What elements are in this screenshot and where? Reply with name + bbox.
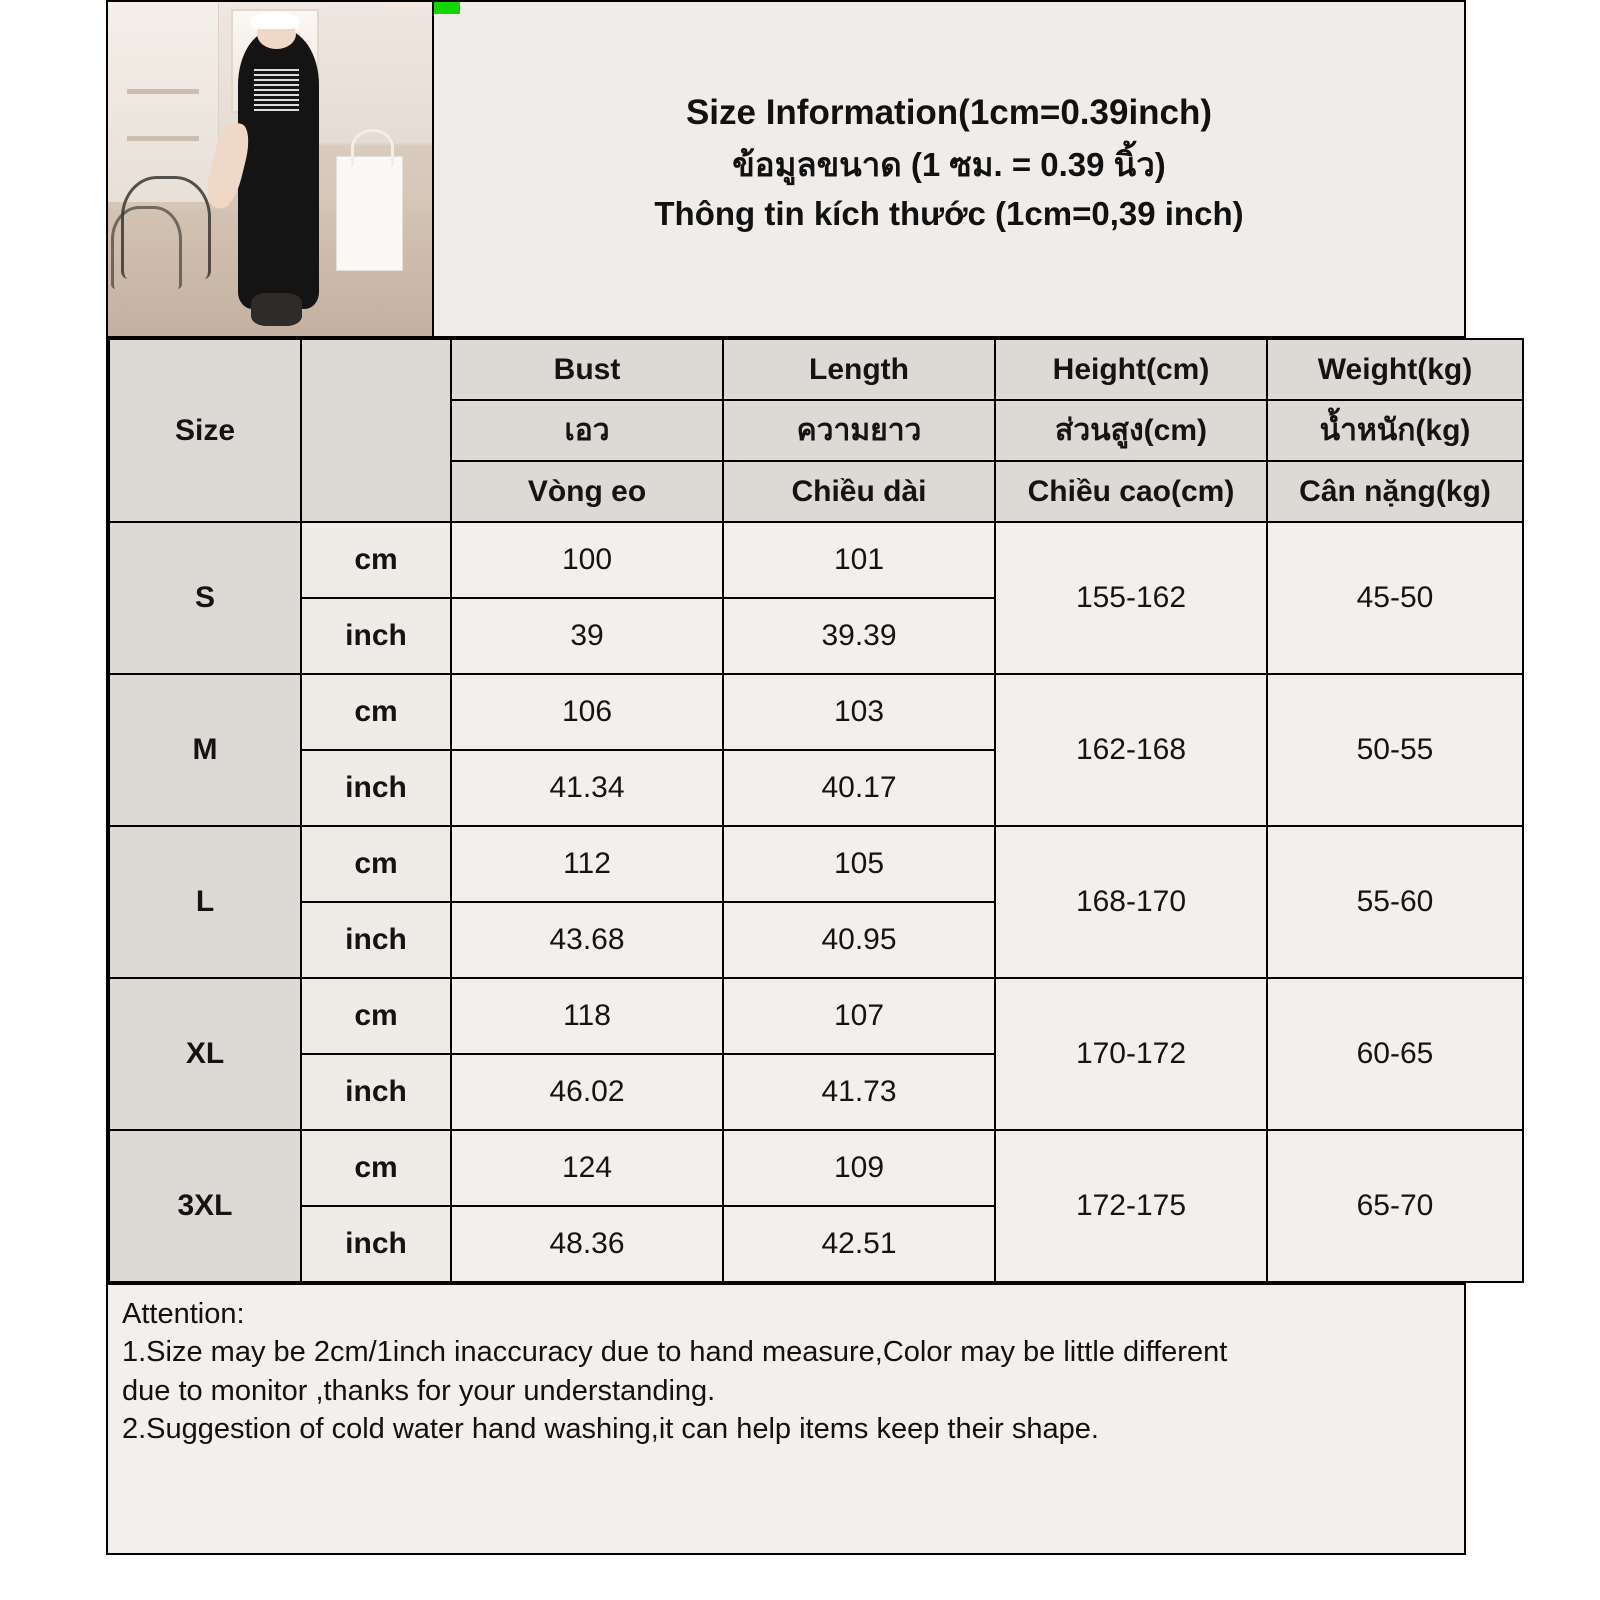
length-cm-l: 105	[723, 826, 995, 902]
col-bust-en: Bust	[451, 339, 723, 400]
unit-cm: cm	[301, 1130, 451, 1206]
col-height-th: ส่วนสูง(cm)	[995, 400, 1267, 461]
size-chart-frame	[106, 0, 1491, 1555]
length-cm-xl: 107	[723, 978, 995, 1054]
size-label-3xl: 3XL	[109, 1130, 301, 1282]
size-label-s: S	[109, 522, 301, 674]
weight-s: 45-50	[1267, 522, 1523, 674]
bust-cm-m: 106	[451, 674, 723, 750]
height-s: 155-162	[995, 522, 1267, 674]
length-cm-3xl: 109	[723, 1130, 995, 1206]
col-weight-th: น้ำหนัก(kg)	[1267, 400, 1523, 461]
length-inch-xl: 41.73	[723, 1054, 995, 1130]
col-weight-en: Weight(kg)	[1267, 339, 1523, 400]
unit-cm: cm	[301, 674, 451, 750]
unit-inch: inch	[301, 902, 451, 978]
product-photo-image	[108, 2, 432, 336]
bust-inch-3xl: 48.36	[451, 1206, 723, 1282]
col-bust-th: เอว	[451, 400, 723, 461]
size-label-xl: XL	[109, 978, 301, 1130]
unit-inch: inch	[301, 598, 451, 674]
unit-cm: cm	[301, 522, 451, 598]
product-photo	[108, 2, 434, 336]
col-length-vi: Chiều dài	[723, 461, 995, 522]
size-label-m: M	[109, 674, 301, 826]
chart-header-block	[108, 2, 1464, 338]
table-row	[109, 978, 1523, 1054]
attention-block	[108, 1283, 1464, 1553]
bust-inch-l: 43.68	[451, 902, 723, 978]
height-l: 168-170	[995, 826, 1267, 978]
col-weight-vi: Cân nặng(kg)	[1267, 461, 1523, 522]
size-table	[108, 338, 1524, 1283]
attention-line-3: 2.Suggestion of cold water hand washing,it can help items keep their shape.	[122, 1412, 1099, 1445]
bust-cm-xl: 118	[451, 978, 723, 1054]
table-row	[109, 826, 1523, 902]
table-row	[109, 522, 1523, 598]
col-height-vi: Chiều cao(cm)	[995, 461, 1267, 522]
col-bust-vi: Vòng eo	[451, 461, 723, 522]
title-english: Size Information(1cm=0.39inch)	[685, 93, 1213, 133]
bust-cm-l: 112	[451, 826, 723, 902]
weight-xl: 60-65	[1267, 978, 1523, 1130]
title-vietnamese: Thông tin kích thước (1cm=0,39 inch)	[654, 195, 1244, 233]
height-m: 162-168	[995, 674, 1267, 826]
col-height-en: Height(cm)	[995, 339, 1267, 400]
unit-cm: cm	[301, 826, 451, 902]
attention-heading: Attention:	[122, 1298, 245, 1330]
bust-inch-xl: 46.02	[451, 1054, 723, 1130]
green-marker	[434, 2, 460, 14]
height-3xl: 172-175	[995, 1130, 1267, 1282]
size-label-l: L	[109, 826, 301, 978]
weight-m: 50-55	[1267, 674, 1523, 826]
title-block	[434, 2, 1464, 336]
length-cm-m: 103	[723, 674, 995, 750]
attention-line-2: due to monitor ,thanks for your understanding.	[122, 1374, 716, 1407]
unit-inch: inch	[301, 1206, 451, 1282]
weight-l: 55-60	[1267, 826, 1523, 978]
col-length-en: Length	[723, 339, 995, 400]
bust-inch-s: 39	[451, 598, 723, 674]
table-row	[109, 674, 1523, 750]
unit-cm: cm	[301, 978, 451, 1054]
length-inch-l: 40.95	[723, 902, 995, 978]
bust-inch-m: 41.34	[451, 750, 723, 826]
length-inch-3xl: 42.51	[723, 1206, 995, 1282]
unit-inch: inch	[301, 1054, 451, 1130]
attention-line-1: 1.Size may be 2cm/1inch inaccuracy due to hand measure,Color may be little different	[122, 1336, 1228, 1369]
length-inch-m: 40.17	[723, 750, 995, 826]
table-row	[109, 1130, 1523, 1206]
col-length-th: ความยาว	[723, 400, 995, 461]
title-thai: ข้อมูลขนาด (1 ซม. = 0.39 นิ้ว)	[732, 145, 1166, 183]
bust-cm-s: 100	[451, 522, 723, 598]
length-inch-s: 39.39	[723, 598, 995, 674]
height-xl: 170-172	[995, 978, 1267, 1130]
weight-3xl: 65-70	[1267, 1130, 1523, 1282]
length-cm-s: 101	[723, 522, 995, 598]
size-word-cell: Size	[109, 339, 301, 522]
table-header-row-en	[109, 339, 1523, 400]
unit-inch: inch	[301, 750, 451, 826]
bust-cm-3xl: 124	[451, 1130, 723, 1206]
